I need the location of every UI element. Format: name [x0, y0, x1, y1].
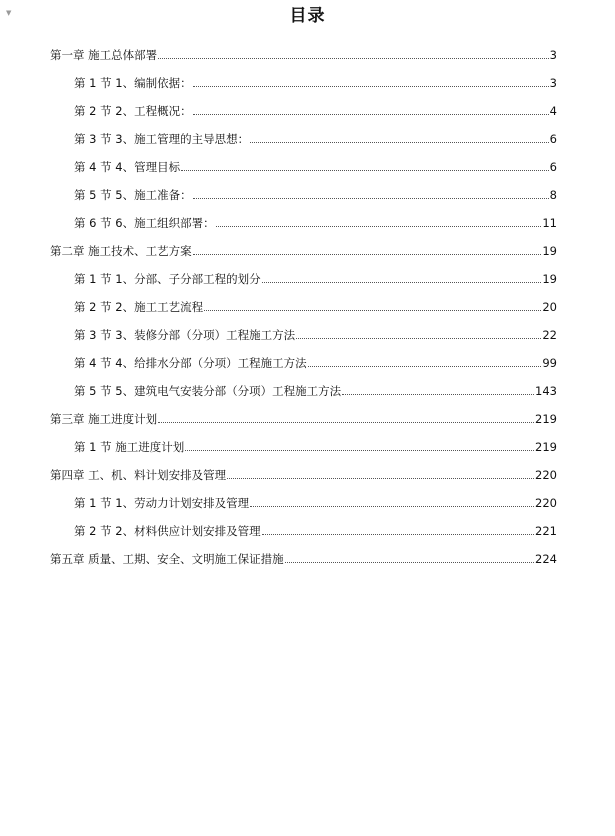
toc-page-number: 4 [549, 104, 557, 118]
toc-page-number: 20 [542, 300, 557, 314]
toc-entry-text: 第 4 节 4、给排水分部（分项）工程施工方法 [74, 356, 307, 370]
dot-leader [342, 393, 534, 395]
toc-entry-text: 第一章 施工总体部署 [50, 48, 158, 62]
dot-leader [296, 337, 541, 339]
dot-leader [185, 449, 534, 451]
toc-entry[interactable] [0, 118, 615, 146]
toc-entry[interactable] [0, 286, 615, 314]
toc-page-number: 8 [549, 188, 557, 202]
toc-entry-text: 第 4 节 4、管理目标 [74, 160, 181, 174]
toc-entry[interactable] [0, 426, 615, 454]
toc-page-number: 6 [549, 160, 557, 174]
toc-entry-text: 第 5 节 5、建筑电气安装分部（分项）工程施工方法 [74, 384, 342, 398]
toc-page-number: 220 [535, 496, 557, 510]
toc-page-number: 19 [542, 244, 557, 258]
dot-leader [158, 421, 534, 423]
toc-page-number: 6 [549, 132, 557, 146]
dot-leader [181, 169, 549, 171]
toc-entry-text: 第五章 质量、工期、安全、文明施工保证措施 [50, 552, 284, 566]
toc-page-number: 11 [542, 216, 557, 230]
toc-entry-text: 第 1 节 1、编制依据： [74, 76, 192, 90]
dot-leader [216, 225, 542, 227]
toc-entry-text: 第三章 施工进度计划 [50, 412, 158, 426]
corner-marker-icon: ▼ [6, 9, 12, 17]
toc-entry[interactable] [0, 370, 615, 398]
dot-leader [158, 57, 549, 59]
toc-page-number: 99 [542, 356, 557, 370]
toc-entry[interactable] [0, 342, 615, 370]
dot-leader [193, 113, 549, 115]
toc-entry[interactable] [0, 538, 615, 566]
toc-entry[interactable] [0, 90, 615, 118]
toc-entry-text: 第 5 节 5、施工准备： [74, 188, 192, 202]
toc-page-number: 3 [549, 48, 557, 62]
toc-page-number: 219 [535, 412, 557, 426]
toc-list [0, 34, 615, 566]
toc-entry[interactable] [0, 482, 615, 510]
toc-entry-text: 第 2 节 2、施工工艺流程 [74, 300, 204, 314]
toc-entry[interactable] [0, 454, 615, 482]
toc-entry[interactable] [0, 202, 615, 230]
toc-entry-text: 第 3 节 3、装修分部（分项）工程施工方法 [74, 328, 296, 342]
toc-entry-text: 第 6 节 6、施工组织部署： [74, 216, 215, 230]
toc-entry[interactable] [0, 398, 615, 426]
toc-entry[interactable] [0, 230, 615, 258]
dot-leader [250, 505, 534, 507]
toc-page-number: 3 [549, 76, 557, 90]
toc-page-number: 19 [542, 272, 557, 286]
dot-leader [308, 365, 542, 367]
dot-leader [262, 281, 542, 283]
toc-entry[interactable] [0, 62, 615, 90]
dot-leader [262, 533, 534, 535]
dot-leader [285, 561, 534, 563]
dot-leader [250, 141, 549, 143]
toc-entry-text: 第 1 节 施工进度计划 [74, 440, 185, 454]
toc-entry[interactable] [0, 258, 615, 286]
toc-entry-text: 第 3 节 3、施工管理的主导思想： [74, 132, 250, 146]
toc-entry[interactable] [0, 34, 615, 62]
toc-entry-text: 第二章 施工技术、工艺方案 [50, 244, 192, 258]
dot-leader [193, 253, 542, 255]
dot-leader [193, 85, 549, 87]
toc-entry-text: 第 2 节 2、工程概况： [74, 104, 192, 118]
page-title: 目录 [289, 6, 326, 26]
toc-page-number: 143 [535, 384, 557, 398]
toc-entry-text: 第 2 节 2、材料供应计划安排及管理 [74, 524, 261, 538]
toc-entry[interactable] [0, 510, 615, 538]
toc-page-number: 219 [535, 440, 557, 454]
toc-entry[interactable] [0, 146, 615, 174]
toc-page-number: 22 [542, 328, 557, 342]
toc-entry-text: 第 1 节 1、分部、子分部工程的划分 [74, 272, 261, 286]
toc-entry[interactable] [0, 174, 615, 202]
toc-page-number: 224 [535, 552, 557, 566]
toc-entry-text: 第 1 节 1、劳动力计划安排及管理 [74, 496, 250, 510]
toc-page-number: 221 [535, 524, 557, 538]
dot-leader [227, 477, 534, 479]
toc-entry-text: 第四章 工、机、料计划安排及管理 [50, 468, 227, 482]
toc-page-number: 220 [535, 468, 557, 482]
dot-leader [193, 197, 549, 199]
dot-leader [204, 309, 541, 311]
toc-entry[interactable] [0, 314, 615, 342]
